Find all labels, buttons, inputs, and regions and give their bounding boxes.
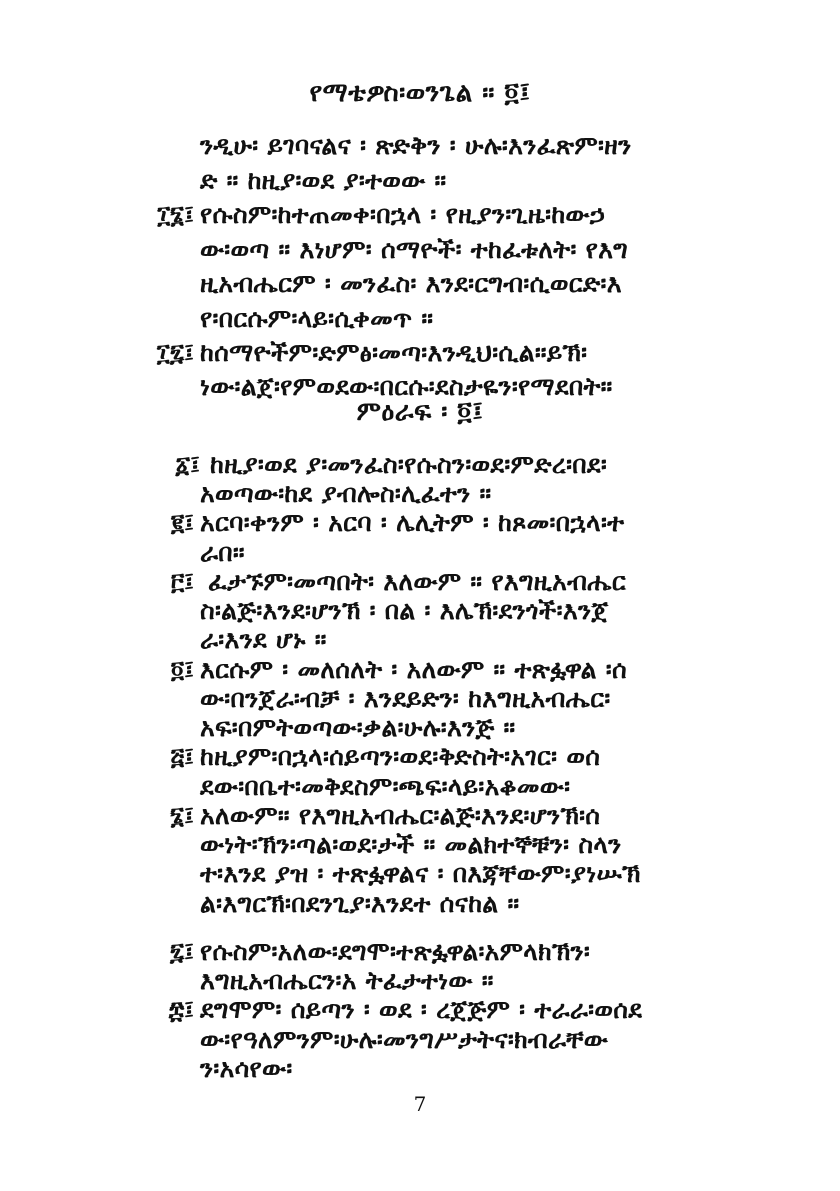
intro-line: ድ ። ከዚያ፡ወደ ያ፡ተወው ። — [200, 166, 447, 195]
intro-line: ንዲሁ፡ ይገባናልና ፡ ጽድቅን ፡ ሁሉ፡እንፈጽም፡ዘን — [200, 131, 632, 160]
verse-line: ከዚያ፡ወደ ያ፡መንፈስ፡የሱስን፡ወደ፡ምድረ፡በደ፡ — [210, 450, 608, 479]
verse-line: ፈታኙም፡መጣበት፡ እለውም ። የእግዚአብሔር — [208, 566, 627, 596]
verse-line: ደው፡በቤተ፡መቅደስም፡ጫፍ፡ላይ፡አቆመው፡ — [200, 771, 571, 801]
verse-line: ል፡እግርኽ፡በደንጊያ፡እንደተ ሰናከል ። — [200, 888, 520, 918]
section-heading-gospel-title: የማቴዎስ፡ወንጌል ። ፬፤ — [309, 78, 531, 108]
verse-line: ተ፡እንደ ያዝ ፡ ተጽፏዋልና ፡ በእጃቸውም፡ያነሡኽ — [200, 859, 641, 889]
verse-line: የሱስም፡ከተጠመቀ፡በኋላ ፡ የዚያን፡ጊዜ፡ከውኃ — [200, 200, 606, 229]
verse-line: ን፡አሳየው፡ — [200, 1053, 293, 1083]
verse-line: አፍ፡በምትወጣው፡ቃል፡ሁሉ፡እንጅ ። — [200, 713, 516, 743]
verse-number: ፯፤ — [169, 937, 194, 966]
verse-line: እግዚአብሔርን፡አ ትፈታተነው ። — [200, 966, 494, 996]
verse-line: ስ፡ልጅ፡እንደ፡ሆንኽ ፡ በል ፡ እሌኽ፡ደንጎች፡እንጀ — [200, 596, 609, 626]
verse-line: ራ፡እንደ ሆኑ ። — [200, 625, 327, 655]
verse-line: ራበ። — [200, 537, 245, 567]
page-number: 7 — [413, 1092, 427, 1116]
verse-number: ፲፮፤ — [157, 201, 194, 229]
verse-number: ፲፯፤ — [156, 339, 194, 367]
verse-line: ከሰማዮችም፡ድምፅ፡መጣ፡እንዲህ፡ሲል።ይኽ፡ — [200, 338, 588, 367]
verse-line: ው፡ወጣ ። እነሆም፡ ሰማዮች፡ ተከፈቱለት፡ የእግ — [200, 235, 629, 264]
verse-line: ነው፡ልጀ፡የምወደው፡በርሱ፡ደስታዬን፡የማደበት። — [200, 372, 613, 401]
verse-number: ፬፤ — [170, 655, 194, 684]
verse-line: ደግሞም፡ ሰይጣን ፡ ወደ ፡ ረጀጅም ፡ ተራራ፡ወሰደ — [200, 995, 643, 1025]
verse-line: እርሱም ፡ መለሰለት ፡ አለውም ። ተጽፏዋል ፡ሰ — [200, 654, 627, 684]
verse-number: ፫፤ — [170, 567, 194, 596]
verse-line: የ፡በርሱም፡ላይ፡ሲቀመጥ ። — [200, 304, 434, 333]
verse-line: ው፡የዓለምንም፡ሁሉ፡መንግሥታትና፡ክብራቸው — [200, 1024, 609, 1054]
verse-line: የሱስም፡አለው፡ደግሞ፡ተጽፏዋል፡አምላክኽን፡ — [200, 936, 591, 966]
verse-line: ው፡በንጀራ፡ብቻ ፡ እንደይድን፡ ከእግዚአብሔር፡ — [200, 683, 611, 713]
verse-number: ፭፤ — [170, 743, 194, 772]
verse-number: ፪፤ — [171, 509, 194, 538]
verse-line: ውነት፡ኽን፡ጣል፡ወደ፡ታች ። መልክተኞቹን፡ ስላን — [200, 830, 622, 860]
verse-number: ፮፤ — [170, 801, 194, 830]
verse-number: ፩፤ — [175, 451, 200, 479]
verse-line: አለውም። የእግዚአብሔር፡ልጅ፡እንደ፡ሆንኽ፡ሰ — [200, 800, 601, 830]
verse-number: ፰፤ — [168, 996, 194, 1025]
verse-line: አወጣው፡ከደ ያብሎስ፡ሊፈተን ። — [200, 479, 492, 509]
verse-line: ከዚያም፡በኋላ፡ሰይጣን፡ወደ፡ቅድስት፡አገር፡ ወሰ — [200, 742, 601, 772]
verse-line: ዚአብሔርም ፡ መንፈስ፡ እንደ፡ርግብ፡ሲወርድ፡እ — [200, 269, 622, 298]
section-heading-chapter: ምዕራፍ ፡ ፬፤ — [356, 397, 484, 427]
verse-line: አርባ፡ቀንም ፡ አርባ ፡ ሌሊትም ፡ ከጾመ፡በኋላ፡ተ — [200, 508, 625, 538]
